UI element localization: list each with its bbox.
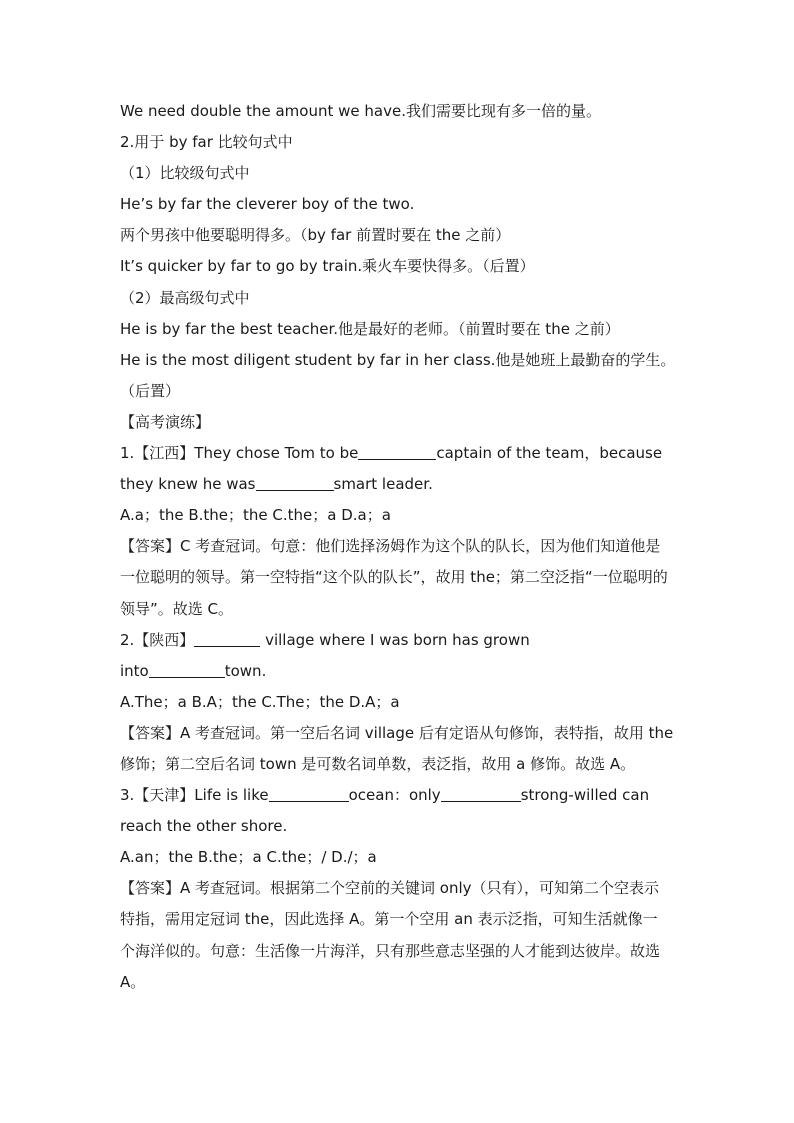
question-3-line [120,780,700,811]
text-line: He is by far the best teacher.他是最好的老师。（前置时要在 the 之前） [120,319,620,338]
question-1-options: A.a；the B.the；the C.the；a D.a；a [120,506,391,525]
section-heading: 2.用于 by far 比较句式中 [120,133,293,152]
question-2-options: A.The；a B.A；the C.The；the D.A；a [120,692,400,711]
text-line: He’s by far the cleverer boy of the two. [120,195,415,214]
answer-blank [358,443,436,460]
question-1-answer: 【答案】C 考查冠词。句意：他们选择汤姆作为这个队的队长，因为他们知道他是 [120,537,661,556]
question-text: smart leader. [333,475,433,494]
answer-blank [149,661,225,678]
question-3-options: A.an；the B.the；a C.the；/ D./；a [120,848,377,867]
document-body [120,96,700,998]
question-3-answer: 【答案】A 考查冠词。根据第二个空前的关键词 only（只有），可知第二个空表示 [120,879,660,898]
question-1-answer: 领导”。故选 C。 [120,599,234,618]
question-2-answer: 【答案】A 考查冠词。第一空后名词 village 后有定语从句修饰，表特指，故用 the [120,723,674,742]
question-text: they knew he was [120,475,256,494]
question-text: 1.【江西】They chose Tom to be [120,444,359,463]
question-3-answer: 特指，需用定冠词 the，因此选择 A。第一个空用 an 表示泛指，可知生活就像一 [120,910,658,929]
answer-blank [194,630,260,647]
question-2-answer: 修饰；第二空后名词 town 是可数名词单数，表泛指，故用 a 修饰。故选 A。 [120,754,636,773]
question-text: captain of the team，because [436,444,663,463]
question-text: 3.【天津】Life is like [120,786,269,805]
text-line: He is the most diligent student by far in her class.他是她班上最勤奋的学生。 [120,350,676,369]
question-2-line [120,625,700,656]
section-heading: 【高考演练】 [120,412,211,431]
question-text: town. [224,661,267,680]
answer-blank [269,785,349,802]
text-line: It’s quicker by far to go by train.乘火车要快得多。（后置） [120,257,535,276]
question-3-answer: A。 [120,972,146,991]
answer-blank [441,785,521,802]
question-1-answer: 一位聪明的领导。第一空特指“这个队的队长”，故用 the；第二空泛指“一位聪明的 [120,568,668,587]
question-text: strong-willed can [520,786,650,805]
text-line: 两个男孩中他要聪明得多。（by far 前置时要在 the 之前） [120,226,511,245]
subsection-heading: （2）最高级句式中 [120,288,250,307]
question-text: village where I was born has grown [265,630,530,649]
question-2-line [120,656,700,687]
question-1-line [120,438,700,469]
text-line: We need double the amount we have.我们需要比现有多一倍的量。 [120,102,601,120]
text-line: （后置） [120,381,181,400]
question-text: 2.【陕西】 [120,630,195,649]
question-text: ocean：only [348,786,441,805]
question-3-line: reach the other shore. [120,817,288,836]
answer-blank [256,474,334,491]
subsection-heading: （1）比较级句式中 [120,164,250,183]
question-1-line [120,469,700,500]
question-3-answer: 个海洋似的。句意：生活像一片海洋，只有那些意志坚强的人才能到达彼岸。故选 [120,941,661,960]
question-text: into [120,661,149,680]
